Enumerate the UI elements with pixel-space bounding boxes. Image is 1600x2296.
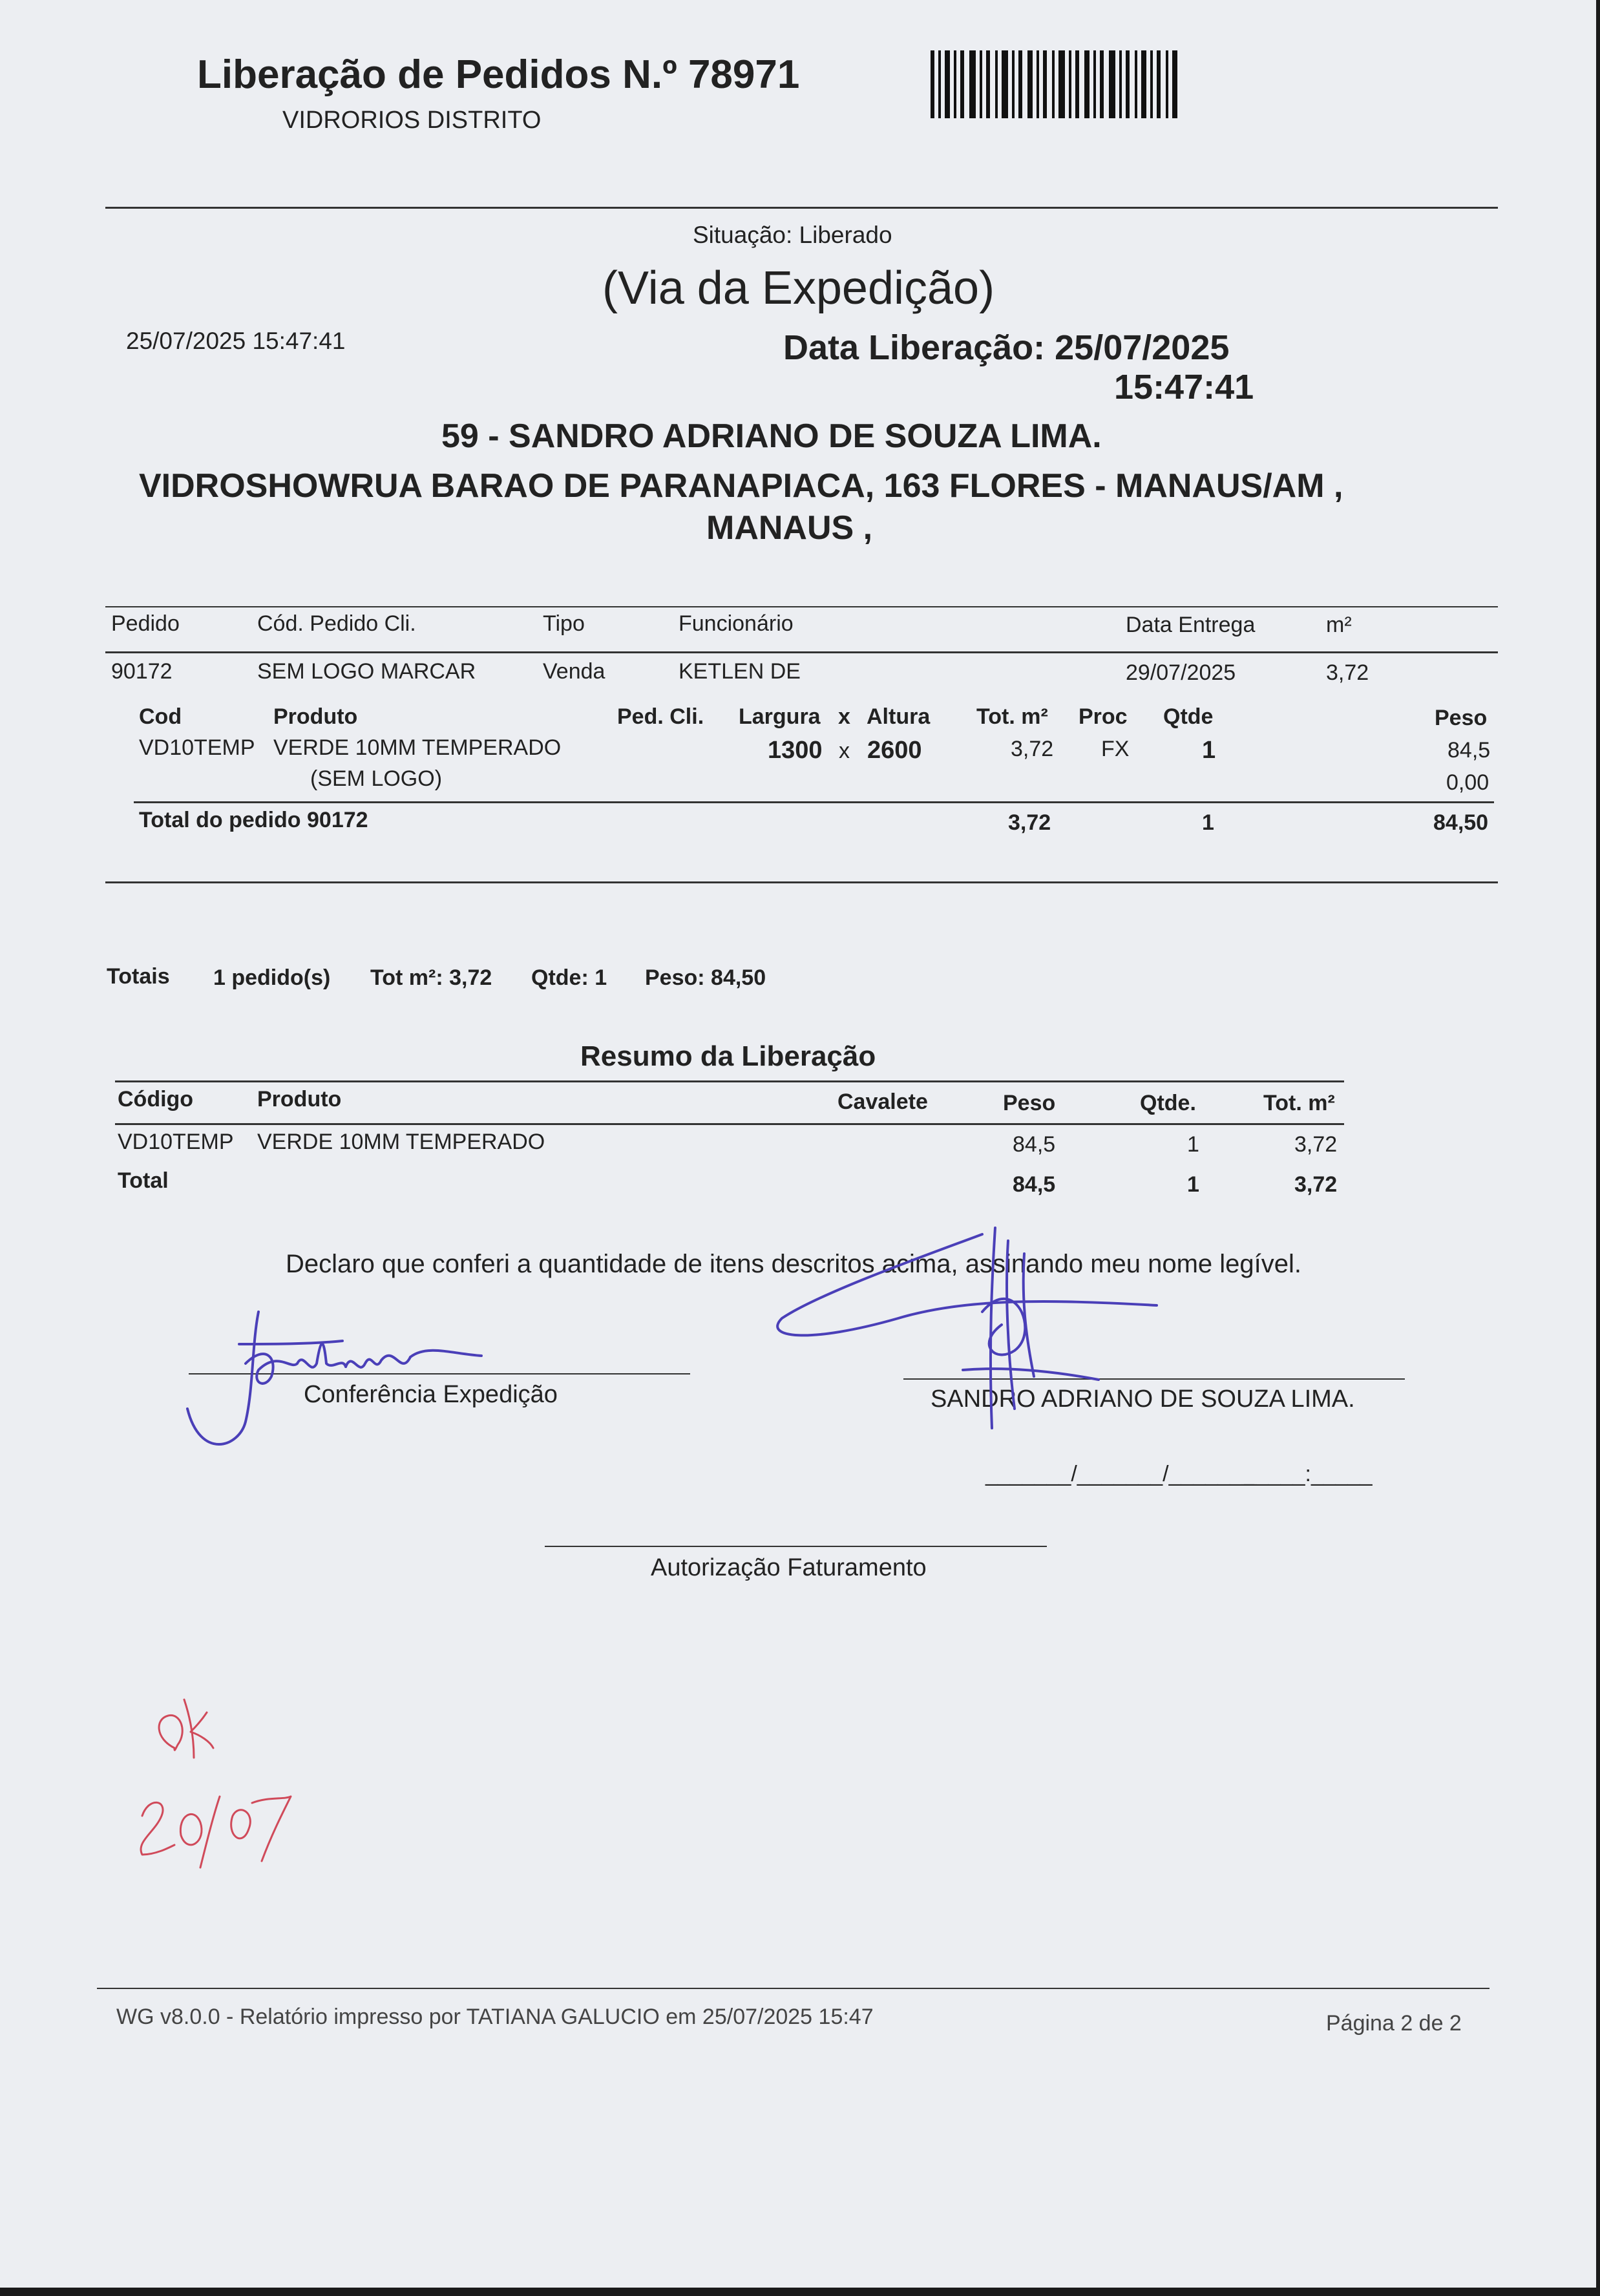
summary-weight: 84,5 [1013,1132,1056,1157]
order-total-area: 3,72 [1008,810,1051,835]
barcode-icon [931,50,1179,121]
time-field: _____:_____ [1244,1462,1373,1486]
employee: KETLEN DE [679,659,801,684]
column-header: Cod [139,704,182,729]
totals-quantity: Qtde: 1 [531,965,607,990]
order-number: 90172 [111,659,173,684]
item-height: 2600 [867,737,922,764]
signature-line-authorization [545,1546,1047,1547]
order-type: Venda [543,659,605,684]
column-header: x [838,704,850,729]
footer-divider [97,1988,1489,1989]
status-label: Situação: Liberado [693,222,892,248]
column-header: Proc [1079,704,1128,729]
item-area: 3,72 [1011,737,1054,761]
order-total-weight: 84,50 [1433,810,1489,835]
column-header: m² [1326,613,1352,637]
item-note: (SEM LOGO) [310,766,443,791]
item-total-divider [134,801,1494,803]
column-header: Qtde [1163,704,1214,729]
table-header-divider [105,651,1498,653]
section-divider [105,881,1498,883]
item-code: VD10TEMP [139,735,255,760]
order-area: 3,72 [1326,660,1369,685]
table-top-border [105,606,1498,607]
summary-total-label: Total [118,1168,169,1193]
column-header: Produto [257,1087,342,1111]
summary-area: 3,72 [1294,1132,1338,1157]
handwritten-signature-client [769,1215,1208,1448]
item-width: 1300 [768,737,823,764]
item-weight: 84,5 [1447,738,1491,763]
item-process: FX [1101,737,1130,761]
summary-code: VD10TEMP [118,1130,234,1154]
totals-weight: Peso: 84,50 [645,965,766,990]
totals-orders: 1 pedido(s) [213,965,331,990]
column-header: Cód. Pedido Cli. [257,611,416,636]
document-title: Liberação de Pedidos N.º 78971 [197,52,800,97]
client-address: VIDROSHOWRUA BARAO DE PARANAPIACA, 163 FLORES - MANAUS/AM , [139,467,1343,505]
authorization-label: Autorização Faturamento [651,1554,927,1581]
column-header: Código [118,1087,194,1111]
column-header: Largura [739,704,821,729]
client-signature-label: SANDRO ADRIANO DE SOUZA LIMA. [931,1385,1355,1413]
order-total-quantity: 1 [1202,810,1214,835]
footer-report-info: WG v8.0.0 - Relatório impresso por TATIANA GALUCIO em 25/07/2025 15:47 [116,2005,874,2029]
release-date: Data Liberação: 25/07/2025 [783,328,1230,367]
summary-product: VERDE 10MM TEMPERADO [257,1130,545,1154]
copy-type-title: (Via da Expedição) [602,262,995,314]
summary-header-divider [115,1123,1344,1125]
column-header: Peso [1003,1091,1056,1115]
handwritten-signature-conference [181,1305,491,1454]
item-quantity: 1 [1202,737,1216,764]
release-time: 15:47:41 [1114,368,1254,406]
summary-top-border [115,1080,1344,1082]
column-header: Data Entrega [1126,613,1256,637]
column-header: Tot. m² [1263,1091,1335,1115]
date-field: _______/_______/_______ [985,1462,1254,1486]
column-header: Tot. m² [976,704,1048,729]
totals-area: Tot m²: 3,72 [370,965,492,990]
declaration-text: Declaro que conferi a quantidade de itens descritos acima, assinando meu nome legível. [286,1250,1302,1278]
column-header: Produto [273,704,358,729]
client-name: 59 - SANDRO ADRIANO DE SOUZA LIMA. [441,417,1102,455]
delivery-date: 29/07/2025 [1126,660,1236,685]
summary-total-quantity: 1 [1187,1172,1199,1197]
summary-title: Resumo da Liberação [580,1040,876,1072]
order-total-label: Total do pedido 90172 [139,808,368,832]
column-header: Peso [1435,706,1488,730]
column-header: Cavalete [837,1090,928,1114]
column-header: Ped. Cli. [617,704,704,729]
column-header: Tipo [543,611,585,636]
conference-label: Conferência Expedição [304,1381,558,1408]
client-order-code: SEM LOGO MARCAR [257,659,476,684]
column-header: Qtde. [1140,1091,1196,1115]
printed-timestamp: 25/07/2025 15:47:41 [126,328,346,354]
column-header: Altura [867,704,931,729]
item-product: VERDE 10MM TEMPERADO [273,735,562,760]
item-x: x [839,739,850,763]
handwritten-note [129,1687,310,1880]
client-city: MANAUS , [706,509,873,547]
totals-label: Totais [107,964,170,989]
header-divider [105,207,1498,209]
page-number: Página 2 de 2 [1326,2011,1462,2036]
summary-total-area: 3,72 [1294,1172,1338,1197]
summary-total-weight: 84,5 [1013,1172,1056,1197]
column-header: Pedido [111,611,180,636]
company-name: VIDRORIOS DISTRITO [282,107,542,134]
summary-quantity: 1 [1187,1132,1199,1157]
item-weight-secondary: 0,00 [1446,770,1489,795]
column-header: Funcionário [679,611,794,636]
